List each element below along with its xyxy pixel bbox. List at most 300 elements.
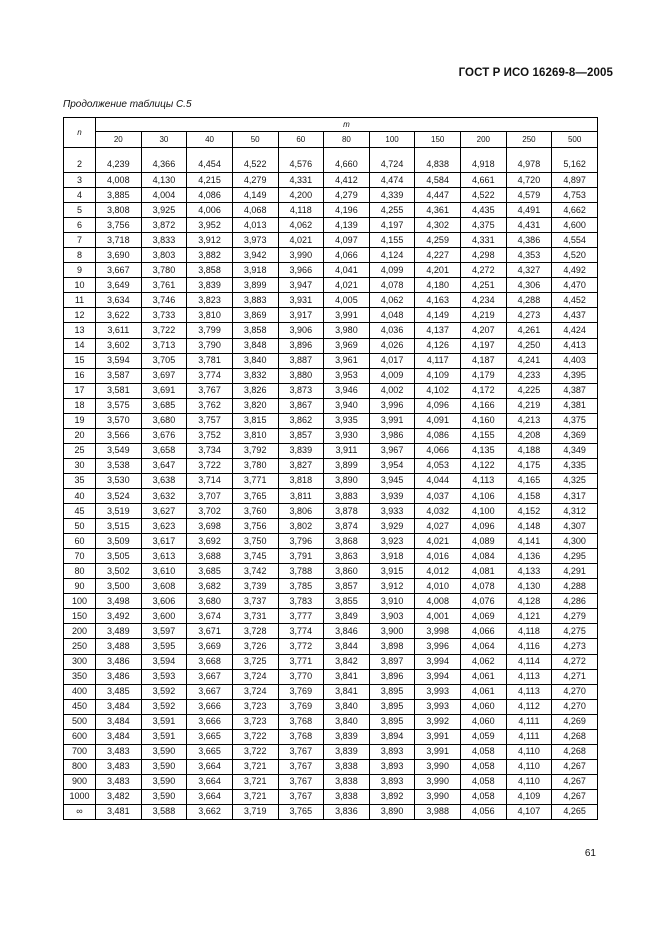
table-cell: 3,863 (324, 549, 370, 564)
table-cell: 3,839 (324, 729, 370, 744)
table-cell: 3,878 (324, 504, 370, 519)
table-cell: 3,658 (141, 443, 187, 458)
table-cell: 4,180 (415, 278, 461, 293)
table-row (64, 789, 598, 804)
row-header-cell: 100 (64, 594, 96, 609)
row-header-cell: 600 (64, 729, 96, 744)
table-cell: 4,447 (415, 188, 461, 203)
table-cell: 3,986 (369, 428, 415, 443)
table-cell: 3,702 (187, 504, 233, 519)
table-cell: 4,008 (415, 594, 461, 609)
row-header-cell: 1000 (64, 789, 96, 804)
table-row (64, 473, 598, 488)
table-cell: 4,078 (461, 579, 507, 594)
table-cell: 4,109 (506, 789, 552, 804)
table-cell: 3,483 (96, 774, 142, 789)
table-cell: 3,820 (232, 398, 278, 413)
table-cell: 3,623 (141, 519, 187, 534)
table-cell: 3,769 (278, 684, 324, 699)
table-cell: 3,726 (232, 639, 278, 654)
table-cell: 3,606 (141, 594, 187, 609)
table-cell: 3,815 (232, 413, 278, 428)
table-cell: 3,857 (278, 428, 324, 443)
table-cell: 3,942 (232, 248, 278, 263)
table-cell: 4,036 (369, 323, 415, 338)
table-cell: 4,579 (506, 188, 552, 203)
table-cell: 3,832 (232, 368, 278, 383)
table-cell: 4,060 (461, 699, 507, 714)
table-cell: 3,818 (278, 473, 324, 488)
column-header-row (64, 132, 598, 148)
table-cell: 3,808 (96, 203, 142, 218)
table-cell: 3,841 (324, 669, 370, 684)
table-cell: 3,774 (187, 368, 233, 383)
table-cell: 4,897 (552, 173, 598, 188)
table-cell: 3,591 (141, 714, 187, 729)
table-cell: 4,215 (187, 173, 233, 188)
row-header-cell: 40 (64, 488, 96, 503)
table-cell: 3,990 (415, 774, 461, 789)
column-header: 100 (369, 132, 415, 148)
table-cell: 4,061 (461, 684, 507, 699)
table-cell: 3,771 (232, 473, 278, 488)
row-header-cell: 3 (64, 173, 96, 188)
table-cell: 4,009 (369, 368, 415, 383)
row-header-cell: 700 (64, 744, 96, 759)
table-cell: 4,431 (506, 218, 552, 233)
table-cell: 4,269 (552, 714, 598, 729)
row-header-cell: 6 (64, 218, 96, 233)
table-cell: 3,509 (96, 534, 142, 549)
table-cell: 3,671 (187, 624, 233, 639)
table-cell: 4,058 (461, 759, 507, 774)
table-cell: 4,002 (369, 383, 415, 398)
table-row (64, 278, 598, 293)
table-cell: 3,667 (187, 684, 233, 699)
table-cell: 3,792 (232, 443, 278, 458)
table-cell: 4,004 (141, 188, 187, 203)
column-header: 30 (141, 132, 187, 148)
table-cell: 3,728 (232, 624, 278, 639)
table-cell: 4,270 (552, 684, 598, 699)
table-cell: 3,838 (324, 759, 370, 774)
table-row (64, 338, 598, 353)
table-cell: 4,078 (369, 278, 415, 293)
table-cell: 3,894 (369, 729, 415, 744)
table-cell: 4,021 (278, 233, 324, 248)
table-cell: 4,066 (324, 248, 370, 263)
table-cell: 3,840 (324, 714, 370, 729)
table-cell: 4,032 (415, 504, 461, 519)
table-cell: 4,335 (552, 458, 598, 473)
table-cell: 3,757 (187, 413, 233, 428)
table-cell: 3,667 (96, 263, 142, 278)
table-cell: 4,272 (552, 654, 598, 669)
table-cell: 3,883 (232, 293, 278, 308)
table-cell: 3,990 (415, 789, 461, 804)
table-cell: 3,484 (96, 699, 142, 714)
row-header-cell: 20 (64, 428, 96, 443)
table-cell: 3,592 (141, 684, 187, 699)
table-row (64, 488, 598, 503)
table-cell: 4,288 (552, 579, 598, 594)
table-cell: 3,767 (278, 774, 324, 789)
table-cell: 3,590 (141, 744, 187, 759)
row-header-cell: 400 (64, 684, 96, 699)
table-cell: 3,895 (369, 684, 415, 699)
table-cell: 4,270 (552, 699, 598, 714)
table-cell: 3,682 (187, 579, 233, 594)
table-cell: 4,520 (552, 248, 598, 263)
table-cell: 4,302 (415, 218, 461, 233)
table-cell: 4,349 (552, 443, 598, 458)
table-cell: 4,130 (141, 173, 187, 188)
table-row (64, 534, 598, 549)
table-cell: 4,111 (506, 714, 552, 729)
table-cell: 4,241 (506, 353, 552, 368)
table-cell: 3,940 (324, 398, 370, 413)
table-cell: 3,724 (232, 684, 278, 699)
table-cell: 4,102 (415, 383, 461, 398)
table-cell: 3,593 (141, 669, 187, 684)
table-cell: 4,172 (461, 383, 507, 398)
row-header-cell: 90 (64, 579, 96, 594)
table-cell: 4,219 (461, 308, 507, 323)
table-cell: 4,387 (552, 383, 598, 398)
table-cell: 4,300 (552, 534, 598, 549)
table-cell: 3,840 (324, 699, 370, 714)
column-header: 80 (324, 132, 370, 148)
table-cell: 3,890 (369, 804, 415, 819)
table-cell: 4,279 (552, 609, 598, 624)
table-cell: 3,482 (96, 789, 142, 804)
table-cell: 4,110 (506, 774, 552, 789)
table-cell: 3,515 (96, 519, 142, 534)
table-cell: 3,549 (96, 443, 142, 458)
table-cell: 3,998 (415, 624, 461, 639)
table-cell: 4,325 (552, 473, 598, 488)
row-header-cell: 19 (64, 413, 96, 428)
table-cell: 3,685 (141, 398, 187, 413)
table-cell: 4,275 (552, 624, 598, 639)
table-row (64, 233, 598, 248)
table-cell: 4,148 (506, 519, 552, 534)
table-cell: 4,470 (552, 278, 598, 293)
row-header-cell: 150 (64, 609, 96, 624)
table-row (64, 759, 598, 774)
table-cell: 3,594 (96, 353, 142, 368)
row-header-cell: 70 (64, 549, 96, 564)
row-header-cell: 5 (64, 203, 96, 218)
table-cell: 3,849 (324, 609, 370, 624)
table-cell: 3,664 (187, 789, 233, 804)
table-cell: 3,883 (324, 488, 370, 503)
table-cell: 3,839 (278, 443, 324, 458)
table-cell: 4,234 (461, 293, 507, 308)
table-cell: 3,737 (232, 594, 278, 609)
table-cell: 3,899 (324, 458, 370, 473)
table-cell: 3,524 (96, 488, 142, 503)
table-cell: 3,897 (369, 654, 415, 669)
table-cell: 3,722 (141, 323, 187, 338)
table-cell: 4,175 (506, 458, 552, 473)
row-header-cell: ∞ (64, 804, 96, 819)
table-cell: 3,664 (187, 759, 233, 774)
table-cell: 4,155 (461, 428, 507, 443)
table-cell: 3,802 (278, 519, 324, 534)
table-cell: 3,923 (369, 534, 415, 549)
table-cell: 3,698 (187, 519, 233, 534)
table-cell: 3,892 (369, 789, 415, 804)
table-cell: 4,016 (415, 549, 461, 564)
table-cell: 4,160 (461, 413, 507, 428)
table-cell: 4,021 (415, 534, 461, 549)
table-cell: 4,918 (461, 148, 507, 173)
column-header: 250 (506, 132, 552, 148)
table-cell: 4,008 (96, 173, 142, 188)
table-cell: 4,662 (552, 203, 598, 218)
table-cell: 3,594 (141, 654, 187, 669)
table-cell: 3,570 (96, 413, 142, 428)
table-cell: 3,486 (96, 654, 142, 669)
document-id-header: ГОСТ Р ИСО 16269-8—2005 (458, 67, 613, 79)
table-cell: 4,366 (141, 148, 187, 173)
table-cell: 4,149 (415, 308, 461, 323)
table-cell: 3,486 (96, 669, 142, 684)
table-cell: 3,592 (141, 699, 187, 714)
table-cell: 3,591 (141, 729, 187, 744)
table-cell: 4,306 (506, 278, 552, 293)
table-cell: 3,692 (187, 534, 233, 549)
table-cell: 3,992 (415, 714, 461, 729)
table-row (64, 669, 598, 684)
table-cell: 3,895 (369, 699, 415, 714)
table-cell: 4,265 (552, 804, 598, 819)
table-cell: 3,917 (278, 308, 324, 323)
table-row (64, 774, 598, 789)
table-cell: 4,261 (506, 323, 552, 338)
table-cell: 4,084 (461, 549, 507, 564)
table-cell: 3,946 (324, 383, 370, 398)
row-header-cell: 14 (64, 338, 96, 353)
table-cell: 3,857 (324, 579, 370, 594)
table-cell: 3,538 (96, 458, 142, 473)
table-cell: 4,113 (461, 473, 507, 488)
table-cell: 3,581 (96, 383, 142, 398)
table-cell: 4,386 (506, 233, 552, 248)
table-cell: 3,988 (415, 804, 461, 819)
table-cell: 4,353 (506, 248, 552, 263)
table-cell: 4,158 (506, 488, 552, 503)
table-cell: 3,752 (187, 428, 233, 443)
table-cell: 3,929 (369, 519, 415, 534)
table-cell: 3,952 (187, 218, 233, 233)
table-cell: 4,107 (506, 804, 552, 819)
table-row (64, 263, 598, 278)
table-row (64, 609, 598, 624)
table-cell: 3,918 (232, 263, 278, 278)
table-cell: 4,197 (461, 338, 507, 353)
table-row (64, 458, 598, 473)
table-cell: 3,502 (96, 564, 142, 579)
table-cell: 3,855 (324, 594, 370, 609)
table-cell: 3,826 (232, 383, 278, 398)
table-cell: 3,771 (278, 654, 324, 669)
table-row (64, 714, 598, 729)
table-cell: 3,666 (187, 714, 233, 729)
table-cell: 3,768 (278, 729, 324, 744)
table-cell: 4,317 (552, 488, 598, 503)
table-cell: 3,489 (96, 624, 142, 639)
table-cell: 3,713 (141, 338, 187, 353)
table-cell: 4,006 (187, 203, 233, 218)
table-cell: 4,139 (324, 218, 370, 233)
table-cell: 3,632 (141, 488, 187, 503)
table-cell: 3,993 (415, 684, 461, 699)
table-cell: 4,111 (506, 729, 552, 744)
table-cell: 3,862 (278, 413, 324, 428)
table-cell: 3,996 (415, 639, 461, 654)
table-cell: 3,762 (187, 398, 233, 413)
table-cell: 3,722 (187, 458, 233, 473)
table-cell: 4,130 (506, 579, 552, 594)
row-header-cell: 50 (64, 519, 96, 534)
table-cell: 3,895 (369, 714, 415, 729)
table-cell: 3,899 (232, 278, 278, 293)
table-cell: 3,664 (187, 774, 233, 789)
table-cell: 3,774 (278, 624, 324, 639)
table-cell: 4,267 (552, 789, 598, 804)
table-cell: 3,839 (324, 744, 370, 759)
column-header: 50 (232, 132, 278, 148)
table-cell: 4,424 (552, 323, 598, 338)
table-row (64, 203, 598, 218)
table-cell: 3,500 (96, 579, 142, 594)
table-cell: 3,912 (369, 579, 415, 594)
table-cell: 4,437 (552, 308, 598, 323)
row-header-cell: 18 (64, 398, 96, 413)
table-cell: 3,980 (324, 323, 370, 338)
table-row (64, 729, 598, 744)
table-cell: 3,930 (324, 428, 370, 443)
table-cell: 4,128 (506, 594, 552, 609)
table-cell: 4,361 (415, 203, 461, 218)
table-cell: 3,860 (324, 564, 370, 579)
table-cell: 3,841 (324, 684, 370, 699)
table-cell: 3,915 (369, 564, 415, 579)
table-row (64, 353, 598, 368)
table-cell: 3,492 (96, 609, 142, 624)
table-cell: 4,076 (461, 594, 507, 609)
table-cell: 3,890 (324, 473, 370, 488)
table-cell: 3,714 (187, 473, 233, 488)
table-cell: 3,903 (369, 609, 415, 624)
table-cell: 3,954 (369, 458, 415, 473)
row-header-cell: 200 (64, 624, 96, 639)
row-header-cell: 7 (64, 233, 96, 248)
table-cell: 3,868 (324, 534, 370, 549)
table-cell: 3,724 (232, 669, 278, 684)
table-cell: 3,811 (278, 488, 324, 503)
table-cell: 3,519 (96, 504, 142, 519)
column-header: 150 (415, 132, 461, 148)
row-header-cell: 35 (64, 473, 96, 488)
table-cell: 3,691 (141, 383, 187, 398)
table-cell: 4,062 (461, 654, 507, 669)
table-cell: 3,723 (232, 714, 278, 729)
column-header: 40 (187, 132, 233, 148)
table-cell: 4,208 (506, 428, 552, 443)
table-cell: 3,767 (187, 383, 233, 398)
table-row (64, 684, 598, 699)
table-cell: 4,081 (461, 564, 507, 579)
table-cell: 4,136 (506, 549, 552, 564)
row-header-cell: 9 (64, 263, 96, 278)
table-cell: 4,110 (506, 759, 552, 774)
table-cell: 4,116 (506, 639, 552, 654)
table-row (64, 579, 598, 594)
table-cell: 3,893 (369, 744, 415, 759)
table-row (64, 368, 598, 383)
row-header-cell: 2 (64, 148, 96, 173)
table-cell: 3,722 (232, 729, 278, 744)
table-cell: 3,869 (232, 308, 278, 323)
table-row (64, 413, 598, 428)
table-cell: 3,911 (324, 443, 370, 458)
table-cell: 3,906 (278, 323, 324, 338)
table-cell: 4,403 (552, 353, 598, 368)
table-row (64, 639, 598, 654)
row-header-cell: 45 (64, 504, 96, 519)
table-cell: 4,298 (461, 248, 507, 263)
table-cell: 4,200 (278, 188, 324, 203)
table-cell: 4,086 (187, 188, 233, 203)
table-cell: 4,137 (415, 323, 461, 338)
table-cell: 3,481 (96, 804, 142, 819)
table-cell: 3,613 (141, 549, 187, 564)
table-cell: 4,661 (461, 173, 507, 188)
table-row (64, 323, 598, 338)
table-row (64, 173, 598, 188)
table-cell: 3,688 (187, 549, 233, 564)
table-cell: 3,994 (415, 669, 461, 684)
table-cell: 3,734 (187, 443, 233, 458)
table-cell: 4,279 (324, 188, 370, 203)
table-cell: 3,827 (278, 458, 324, 473)
table-cell: 4,048 (369, 308, 415, 323)
table-cell: 3,991 (415, 744, 461, 759)
table-cell: 3,947 (278, 278, 324, 293)
table-cell: 3,893 (369, 774, 415, 789)
table-cell: 3,498 (96, 594, 142, 609)
table-cell: 3,783 (278, 594, 324, 609)
table-cell: 3,893 (369, 759, 415, 774)
table-cell: 3,602 (96, 338, 142, 353)
row-header-cell: 60 (64, 534, 96, 549)
table-cell: 3,939 (369, 488, 415, 503)
table-cell: 4,163 (415, 293, 461, 308)
table-cell: 4,227 (415, 248, 461, 263)
table-row (64, 549, 598, 564)
table-cell: 4,492 (552, 263, 598, 278)
table-cell: 3,767 (278, 759, 324, 774)
table-cell: 4,187 (461, 353, 507, 368)
table-cell: 4,122 (461, 458, 507, 473)
table-cell: 3,836 (324, 804, 370, 819)
table-row (64, 383, 598, 398)
table-row (64, 654, 598, 669)
table-cell: 4,233 (506, 368, 552, 383)
